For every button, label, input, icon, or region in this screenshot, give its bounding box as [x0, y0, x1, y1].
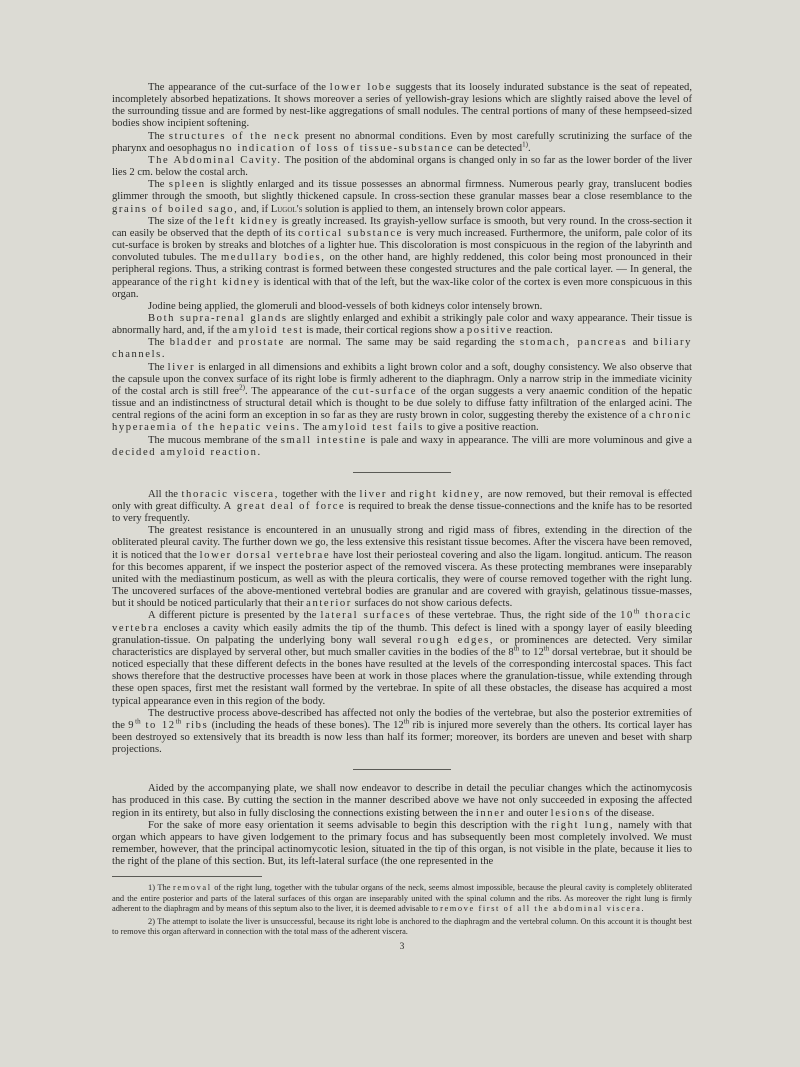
footnote: 1) The removal of the right lung, together with the tubular organs of the neck, seems almost impossible, because the pleural cavity is completely obliterated and the entire posterior and parts of the lateral surfaces of this organ are inseparably united with the spinal column and the ribs. As moreover the right lung is firmly adherent to the diaphragm and by means of this septum also to the liver, it is deemed advisable to remove first of all the abdominal viscera.	[112, 883, 692, 914]
paragraph: The bladder and prostate are normal. The same may be said regarding the stomach, pancreas and biliary channels.	[112, 337, 693, 361]
paragraph: The structures of the neck present no abnormal conditions. Even by most carefully scrutinizing the surface of the pharynx and oesophagus no indication of loss of tissue-substance can be detected$^{1)}$.	[112, 130, 692, 154]
paragraph: The destructive process above-described has affected not only the bodies of the vertebrae, but also the posterior extremities of the 9th to 12th ribs (including the heads of these bones). The 12th rib is injured more severely than the others. Its cortical layer has been destroyed so extensively that its breadth is now less than half its former; moreover, its borders are uneven and beset with sharp projections.	[112, 707, 693, 756]
paragraph: Jodine being applied, the glomeruli and blood-vessels of both kidneys color intensely brown.	[148, 300, 543, 312]
paragraph: The greatest resistance is encountered in an unusually strong and rigid mass of fibres, extending in the direction of the obliterated pleural cavity. The further down we go, the less extensive this resistant tissue becomes. After the viscera have been removed, it is noticed that the lower dorsal vertebrae have lost their periosteal covering and also the ligam. longitud. anticum. The reason for this becomes apparent, if we inspect the posterior aspect of the removed viscera. As these protecting membranes were inseparably united with the mediastinum posticum, as well as with the pleura corticalis, they were of course removed together with the right lung. The uncovered surfaces of the above-mentioned vertebral bodies are granular and are covered with grayish, gelatinous tissue-masses, but it should be noticed particularly that their anterior surfaces do not show carious defects.	[112, 525, 692, 610]
footnotes	[112, 883, 692, 937]
footnote-ref: 2)	[239, 383, 245, 392]
section-heading: The Abdominal Cavity.	[148, 154, 282, 166]
text-column	[112, 82, 692, 954]
paragraph: The size of the left kidney is greatly increased. Its grayish-yellow surface is smooth, but very round. In the cross-section it can easily be observed that the depth of its cortical substance is very much increased. Furthermore, the uniform, pale color of its cut-surface is broken by streaks and blotches of a lighter hue. This discoloration is most conspicuous in the region of the labyrinth and convoluted tubules. The medullary bodies, on the other hand, are highly reddened, this color being most pronounced in their peripheral regions. Thus, a striking contrast is formed between these congested structures and the pale cortical layer. — In general, the appearance of the right kidney is identical with that of the left, but the wax-like color of the cortex is even more conspicuous in this organ.	[112, 215, 693, 300]
paragraph: The Abdominal Cavity. The position of the abdominal organs is changed only in so far as the lower border of the liver lies 2 cm. below the costal arch.	[112, 154, 692, 179]
footnote-divider	[112, 876, 262, 877]
footnote-ref: 1)	[522, 140, 528, 149]
paragraph: The liver is enlarged in all dimensions and exhibits a light brown color and a soft, doughy consistency. We also observe that the capsule upon the convex surface of its right lobe is firmly adherent to the diaphragm. Only a narrow strip in the immediate vicinity of the costal arch is still free$^{2)}$. The appearance of the cut-surface of the organ suggests a very anaemic condition of the hepatic tissue and an indistinctness of structural detail which is thought to be due solely to diffuse fatty infiltration of the enlarged acini. The central regions of the acini form an exception in so far as they are rusty brown in color, suggesting thereby the existence of a chronic hyperaemia of the hepatic veins. The amyloid test fails to give a positive reaction.	[112, 361, 693, 434]
paragraph: Both supra-renal glands are slightly enlarged and exhibit a strikingly pale color and waxy appearance. Their tissue is abnormally hard, and, if the amyloid test is made, their cortical regions show a positive reaction.	[112, 312, 692, 337]
section-divider	[353, 472, 451, 473]
paragraph: The appearance of the cut-surface of the lower lobe suggests that its loosely indurated substance is the seat of repeated, incompletely absorbed hepatizations. It shows moreover a series of yellowish-gray lesions which are slightly raised above the level of the surrounding tissue and are formed by nest-like aggregations of small nodules. The central portions of many of these hempseed-sized bodies show incipient softening.	[112, 82, 692, 130]
paragraph: A different picture is presented by the lateral surfaces of these vertebrae. Thus, the right side of the 10th thoracic vertebra encloses a cavity which easily admits the tip of the thumb. This defect is lined with a spongy layer of easily bleeding granulation-tissue. On palpating the underlying bony wall several rough edges, or prominences are detected. Very similar characteristics are displayed by serveral other, but much smaller cavities in the bodies of the 8th to 12th dorsal vertebrae, but it should be noticed especially that these different defects in the bones have resulted at the levels of the corresponding intercostal spaces. This fact shows therefore that the destructive processes have been at work in those places where the granulation-tissue, while extending through these open spaces, first met the resistant wall formed by the vertebrae. In spite of all these obstacles, the disease has acquired a most typical appearance even in this region of the body.	[112, 607, 693, 707]
section-divider	[353, 769, 451, 770]
paragraph: All the thoracic viscera, together with the liver and right kidney, are now removed, but their removal is effected only with great difficulty. A great deal of force is required to break the dense tissue-connections and the knife has to be resorted to very frequently.	[112, 488, 693, 525]
footnote: 2) The attempt to isolate the liver is unsuccessful, because its right lobe is anchored to the diaphragm and the vertebral column. On this account it is thought best to remove this organ afterward in connection with the total mass of the adherent viscera.	[112, 916, 692, 936]
paragraph: The spleen is slightly enlarged and its tissue possesses an abnormal firmness. Numerous pearly gray, translucent bodies glimmer through the smooth, but slightly thickened capsule. In cross-section these granular masses bear a close resemblance to the grains of boiled sago, and, if Lugol's solution is applied to them, an intensely brown color appears.	[112, 179, 693, 215]
paragraph: The mucous membrane of the small intestine is pale and waxy in appearance. The villi are more voluminous and give a decided amyloid reaction.	[112, 434, 692, 458]
page-number: 3	[399, 942, 405, 953]
paragraph: For the sake of more easy orientation it seems advisable to begin this description with the right lung, namely with that organ which appears to have given lodgement to the primary focus and has subsequently been most completely involved. We must remember, however, that the principal actinomycotic lesion, situated in the tip of this organ, is not visible in the plate, because it lies to the right of the plane of this section. But, its left-lateral surface (the one represented in the	[112, 819, 692, 868]
paragraph: Aided by the accompanying plate, we shall now endeavor to describe in detail the peculiar changes which the actinomycosis has produced in this case. By cutting the section in the manner described above we have not only succeeded in exposing the affected region in its entirety, but also in fully disclosing the connections existing between the inner and outer lesions of the disease.	[112, 783, 692, 819]
